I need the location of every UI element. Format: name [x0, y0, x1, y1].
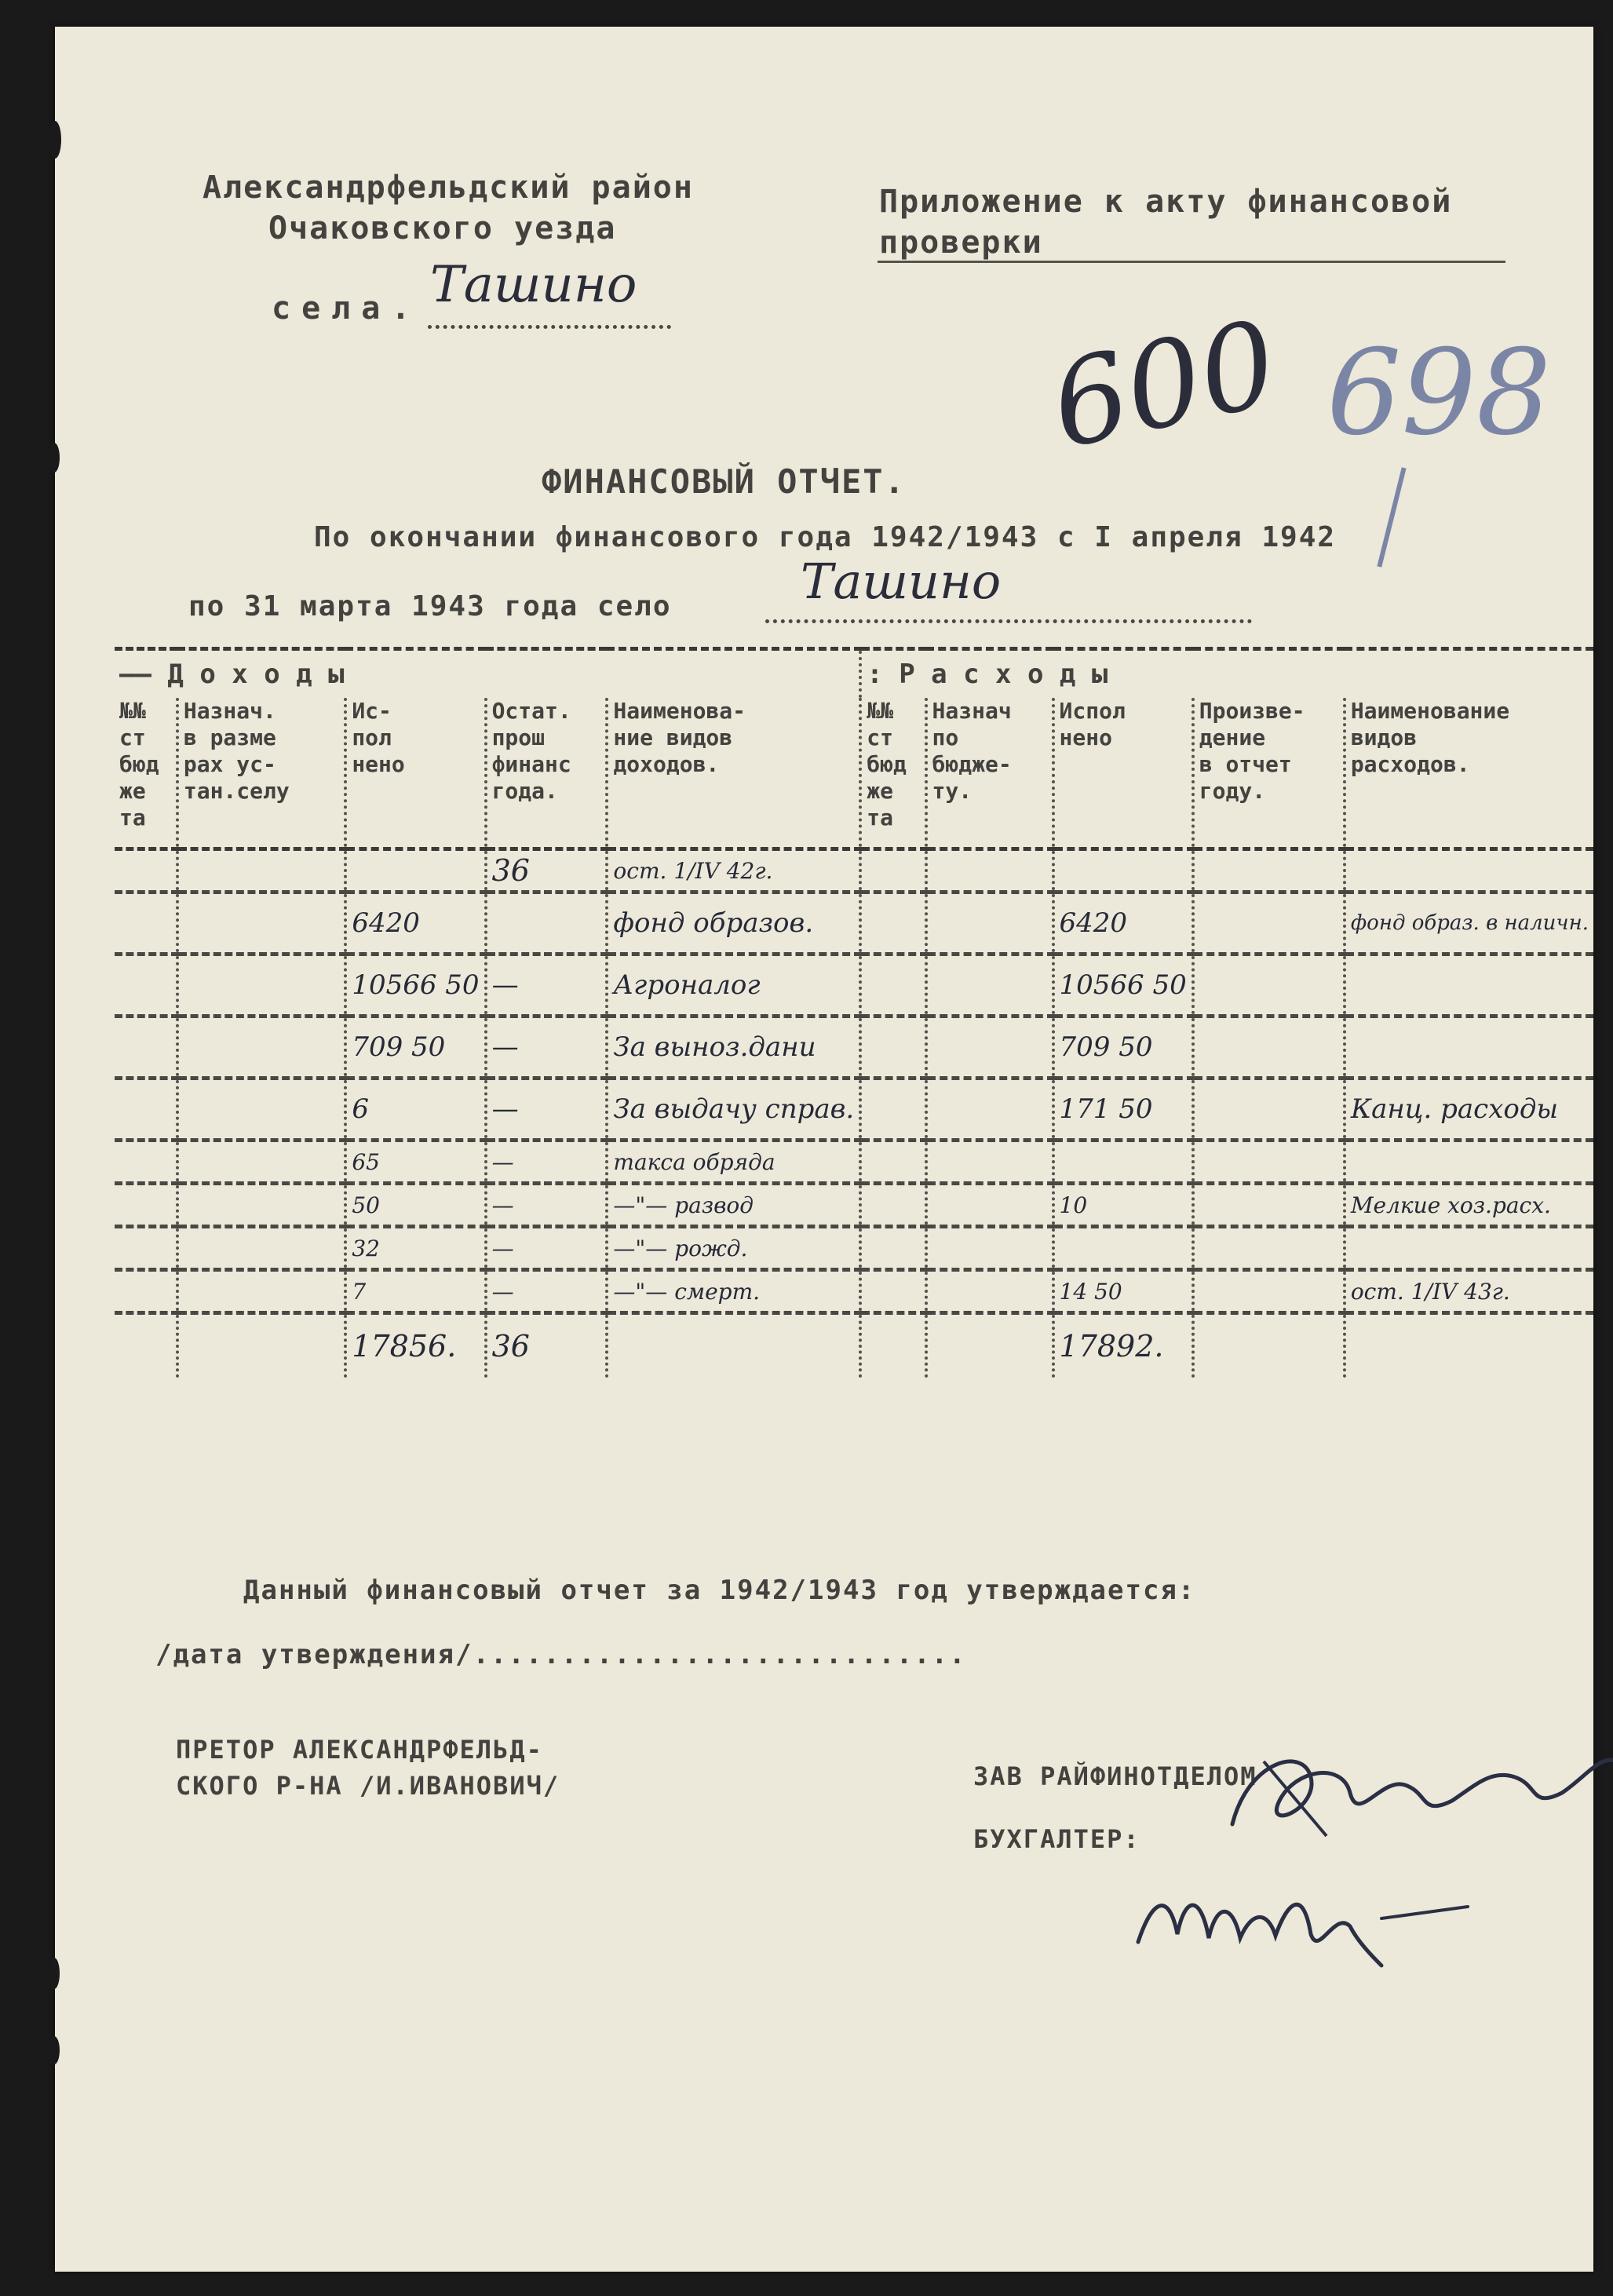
col-expense-made: Произве- дение в отчет году.: [1193, 698, 1345, 849]
appendix-line-2: проверки: [879, 224, 1043, 261]
approval-line-2: /дата утверждения/............................: [155, 1639, 967, 1670]
expense-name-cell: [1345, 955, 1593, 1017]
totals-row: [115, 1313, 1593, 1378]
income-rest-total-cell: 36: [486, 1313, 608, 1378]
col-expense-assigned: Назнач по бюдже- ту.: [926, 698, 1053, 849]
expense-done-cell: [1053, 849, 1193, 892]
pretor-line-1: ПРЕТОР АЛЕКСАНДРФЕЛЬД-: [176, 1735, 543, 1765]
col-income-rest: Остат. прош финанс года.: [486, 698, 608, 849]
village-dots: [428, 325, 671, 329]
archive-number-pencil: 698: [1327, 325, 1552, 462]
col-income-done: Ис- пол нено: [345, 698, 485, 849]
income-rest-cell: 36: [486, 849, 608, 892]
col-expense-done: Испол нено: [1053, 698, 1193, 849]
col-expense-name: Наименование видов расходов.: [1345, 698, 1593, 849]
table-row: [115, 955, 1593, 1017]
income-rest-cell: —: [486, 1079, 608, 1141]
expense-total-cell: 17892.: [1053, 1313, 1193, 1378]
finance-ledger-table: [115, 647, 1593, 1378]
expense-done-cell: 10566 50: [1053, 955, 1193, 1017]
expense-name-cell: [1345, 849, 1593, 892]
income-header: —— Д о х о д ы: [115, 649, 860, 699]
col-expense-article: №№ ст бюд же та: [860, 698, 925, 849]
expense-name-cell: Мелкие хоз.расх.: [1345, 1184, 1593, 1227]
income-name-cell: Агроналог: [607, 955, 860, 1017]
table-row: [115, 1184, 1593, 1227]
expense-name-cell: Канц. расходы: [1345, 1079, 1593, 1141]
accountant-label: БУХГАЛТЕР:: [973, 1824, 1140, 1854]
table-row: [115, 1270, 1593, 1313]
binder-hole: [49, 2036, 60, 2064]
expense-name-cell: [1345, 1227, 1593, 1270]
approval-line-1: Данный финансовый отчет за 1942/1943 год утверждается:: [243, 1575, 1196, 1606]
head-label: ЗАВ РАЙФИНОТДЕЛОМ: [973, 1761, 1257, 1791]
table-row: [115, 849, 1593, 892]
expense-name-cell: [1345, 1017, 1593, 1079]
expense-name-cell: фонд образ. в наличн.: [1345, 892, 1593, 955]
appendix-underline: [878, 261, 1505, 263]
income-name-cell: такса обряда: [607, 1141, 860, 1184]
expense-done-cell: [1053, 1227, 1193, 1270]
report-village-handwritten: Ташино: [801, 553, 1002, 610]
binder-hole: [49, 1958, 60, 1989]
expense-done-cell: 14 50: [1053, 1270, 1193, 1313]
document-page: [55, 27, 1593, 2272]
appendix-line-1: Приложение к акту финансовой: [879, 184, 1453, 220]
income-rest-cell: —: [486, 1227, 608, 1270]
income-rest-cell: —: [486, 1270, 608, 1313]
expense-done-cell: 10: [1053, 1184, 1193, 1227]
income-name-cell: —"— рожд.: [607, 1227, 860, 1270]
table-row: [115, 1017, 1593, 1079]
income-name-cell: —"— смерт.: [607, 1270, 860, 1313]
income-done-cell: 6: [345, 1079, 485, 1141]
district-line-1: Александрфельдский район: [203, 170, 694, 206]
expense-name-cell: ост. 1/IV 43г.: [1345, 1270, 1593, 1313]
income-name-cell: фонд образов.: [607, 892, 860, 955]
table-row: [115, 1227, 1593, 1270]
table-row: [115, 1141, 1593, 1184]
report-line-2: по 31 марта 1943 года село: [188, 590, 672, 622]
income-name-cell: За выноз.дани: [607, 1017, 860, 1079]
expense-done-cell: 6420: [1053, 892, 1193, 955]
pencil-stroke: [1377, 467, 1406, 568]
income-rest-cell: —: [486, 955, 608, 1017]
village-prefix: села.: [272, 290, 421, 327]
income-done-cell: 10566 50: [345, 955, 485, 1017]
binder-hole: [49, 443, 60, 473]
expense-done-cell: 171 50: [1053, 1079, 1193, 1141]
report-line-1: По окончании финансового года 1942/1943 с I апреля 1942: [314, 521, 1337, 553]
income-rest-cell: —: [486, 1017, 608, 1079]
income-done-cell: [345, 849, 485, 892]
report-title: ФИНАНСОВЫЙ ОТЧЕТ.: [542, 462, 906, 501]
income-rest-cell: —: [486, 1184, 608, 1227]
col-income-assigned: Назнач. в разме рах ус- тан.селу: [177, 698, 345, 849]
expense-done-cell: 709 50: [1053, 1017, 1193, 1079]
income-rest-cell: —: [486, 1141, 608, 1184]
income-done-cell: 6420: [345, 892, 485, 955]
income-done-cell: 65: [345, 1141, 485, 1184]
income-done-cell: 709 50: [345, 1017, 485, 1079]
income-done-cell: 50: [345, 1184, 485, 1227]
income-name-cell: —"— развод: [607, 1184, 860, 1227]
col-income-article: №№ ст бюд же та: [115, 698, 177, 849]
binder-hole: [49, 121, 61, 159]
expense-name-cell: [1345, 1141, 1593, 1184]
expense-done-cell: [1053, 1141, 1193, 1184]
report-village-dots: [765, 619, 1252, 623]
head-signature: [1217, 1730, 1613, 1856]
archive-number-ink: 600: [1040, 295, 1289, 476]
accountant-signature: [1122, 1848, 1483, 1981]
income-done-cell: 7: [345, 1270, 485, 1313]
table-row: [115, 1079, 1593, 1141]
income-name-cell: ост. 1/IV 42г.: [607, 849, 860, 892]
pretor-line-2: СКОГО Р-НА /И.ИВАНОВИЧ/: [176, 1771, 560, 1801]
income-rest-cell: [486, 892, 608, 955]
table-row: [115, 892, 1593, 955]
col-income-name: Наименова- ние видов доходов.: [607, 698, 860, 849]
district-line-2: Очаковского уезда: [268, 210, 617, 246]
income-name-cell: За выдачу справ.: [607, 1079, 860, 1141]
income-done-cell: 32: [345, 1227, 485, 1270]
expense-header: : Р а с х о д ы: [860, 649, 1593, 699]
village-name-handwritten: Ташино: [430, 256, 637, 314]
income-total-cell: 17856.: [345, 1313, 485, 1378]
